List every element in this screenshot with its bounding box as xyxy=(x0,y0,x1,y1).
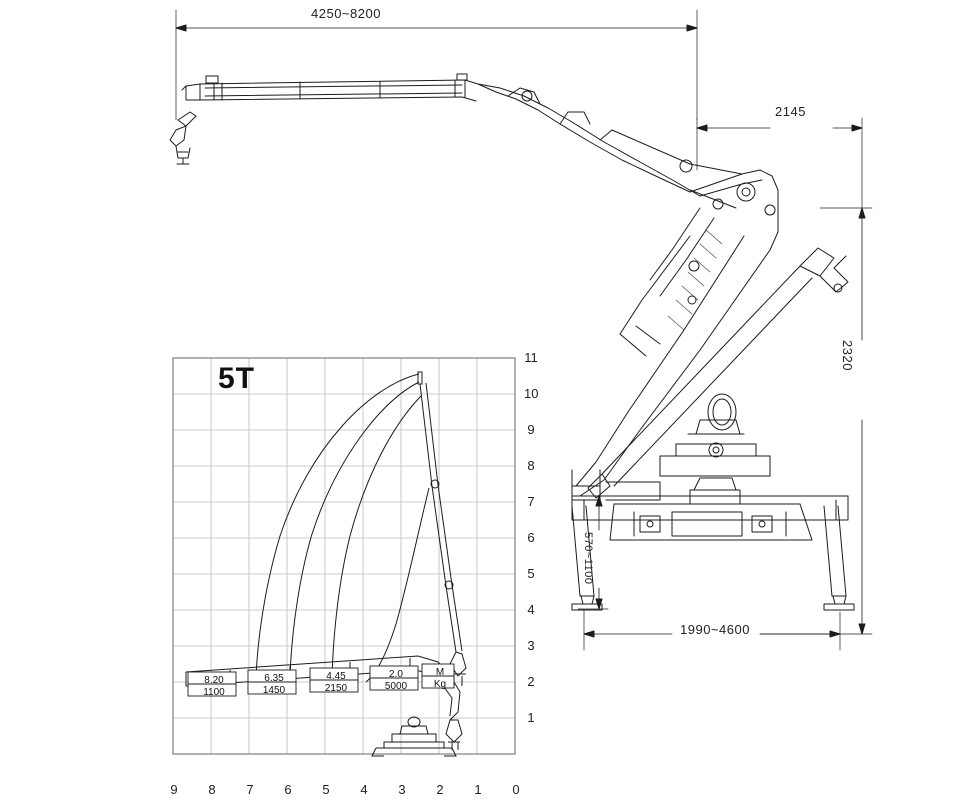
load-table-unit-top: M xyxy=(435,667,445,678)
y-axis-label-3: 3 xyxy=(527,638,535,653)
x-axis-label-1: 1 xyxy=(474,782,482,797)
dimension-overall-height xyxy=(760,208,872,634)
y-axis-label-7: 7 xyxy=(527,494,535,509)
dimension-label-column-width: 2145 xyxy=(775,104,806,119)
y-axis-label-9: 9 xyxy=(527,422,535,437)
lift-cylinder xyxy=(588,248,848,498)
crane-column xyxy=(572,394,770,500)
x-axis-label-7: 7 xyxy=(246,782,254,797)
x-axis-label-4: 4 xyxy=(360,782,368,797)
crane-base-frame xyxy=(572,478,848,540)
y-axis-label-1: 1 xyxy=(527,710,535,725)
load-table-unit-bottom: Kg xyxy=(433,679,447,690)
y-axis-label-8: 8 xyxy=(527,458,535,473)
y-axis-label-2: 2 xyxy=(527,674,535,689)
x-axis-label-3: 3 xyxy=(398,782,406,797)
load-chart-title: 5T xyxy=(218,362,256,395)
dimension-boom-reach xyxy=(176,10,697,120)
load-cell-capacity-1: 1100 xyxy=(203,687,225,698)
crane-main-boom xyxy=(576,130,778,496)
load-cell-radius-4: 2.0 xyxy=(389,669,403,680)
load-chart-canvas xyxy=(170,356,530,776)
load-cell-capacity-2: 1450 xyxy=(262,685,286,696)
x-axis-label-5: 5 xyxy=(322,782,330,797)
load-cell-radius-1: 8.20 xyxy=(204,675,224,686)
load-cell-capacity-4: 5000 xyxy=(384,681,408,692)
y-axis-label-4: 4 xyxy=(527,602,535,617)
load-cell-radius-3: 4.45 xyxy=(326,671,346,682)
y-axis-label-6: 6 xyxy=(527,530,535,545)
load-cell-capacity-3: 2150 xyxy=(324,683,348,694)
outrigger-right xyxy=(824,506,854,610)
y-axis-label-10: 10 xyxy=(524,386,539,401)
dimension-label-outrigger-span: 1990~4600 xyxy=(680,622,750,637)
load-cell-radius-2: 6.35 xyxy=(264,673,284,684)
dimension-label-overall-height: 2320 xyxy=(840,340,855,371)
y-axis-label-5: 5 xyxy=(527,566,535,581)
x-axis-label-0: 0 xyxy=(512,782,520,797)
x-axis-label-6: 6 xyxy=(284,782,292,797)
x-axis-label-2: 2 xyxy=(436,782,444,797)
dimension-label-boom-reach: 4250~8200 xyxy=(311,6,381,21)
crane-boom-extended xyxy=(170,74,496,164)
dimension-column-width xyxy=(697,118,862,210)
crane-knuckle-joint xyxy=(478,84,700,196)
x-axis-label-9: 9 xyxy=(170,782,178,797)
x-axis-label-8: 8 xyxy=(208,782,216,797)
y-axis-label-11: 11 xyxy=(524,350,538,365)
dimension-label-outrigger-leg-height: 570~1100 xyxy=(582,532,594,585)
